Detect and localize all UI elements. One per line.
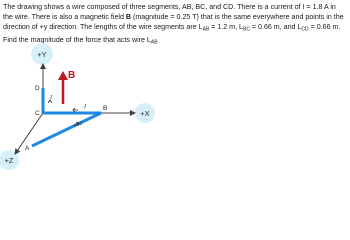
point-a-label: A [25,145,30,152]
point-c-label: C [35,110,40,117]
subscript-bc: BC [242,26,250,33]
point-b-label: B [103,105,108,112]
problem-text-2: (magnitude = 0.25 T) that is the same everywhere and points in the direction of +y direction. The lengths of the wire segments are L [3,13,344,31]
y-axis-label: +Y [37,50,47,59]
problem-text-3: = 1.2 m, L [209,23,243,31]
subscript-cd: CD [301,26,309,33]
field-label: B [68,70,76,81]
z-axis-label: +Z [4,156,14,165]
wire-segment-ab [32,113,101,146]
subscript-ab-question: AB [150,39,158,45]
field-symbol: B [125,13,132,21]
current-label-cd: I [50,95,52,101]
current-arrow-bc [73,108,78,112]
subscript-ab: AB [202,26,210,33]
problem-text-5: = 0.66 m. Find the magnitude of the force that acts wire L [3,23,341,44]
problem-text-4: = 0.66 m, and L [249,23,302,31]
problem-text-1: The drawing shows a wire composed of three segments, AB, BC, and CD. There is a current of I = 1.8 A in the wire. There is also a magnetic field [3,3,336,21]
current-label-bc: I [84,104,86,110]
field-arrow-head [58,71,68,80]
current-label-ab: I [80,121,82,127]
x-axis-label: +X [140,109,150,118]
point-d-label: D [35,85,40,92]
